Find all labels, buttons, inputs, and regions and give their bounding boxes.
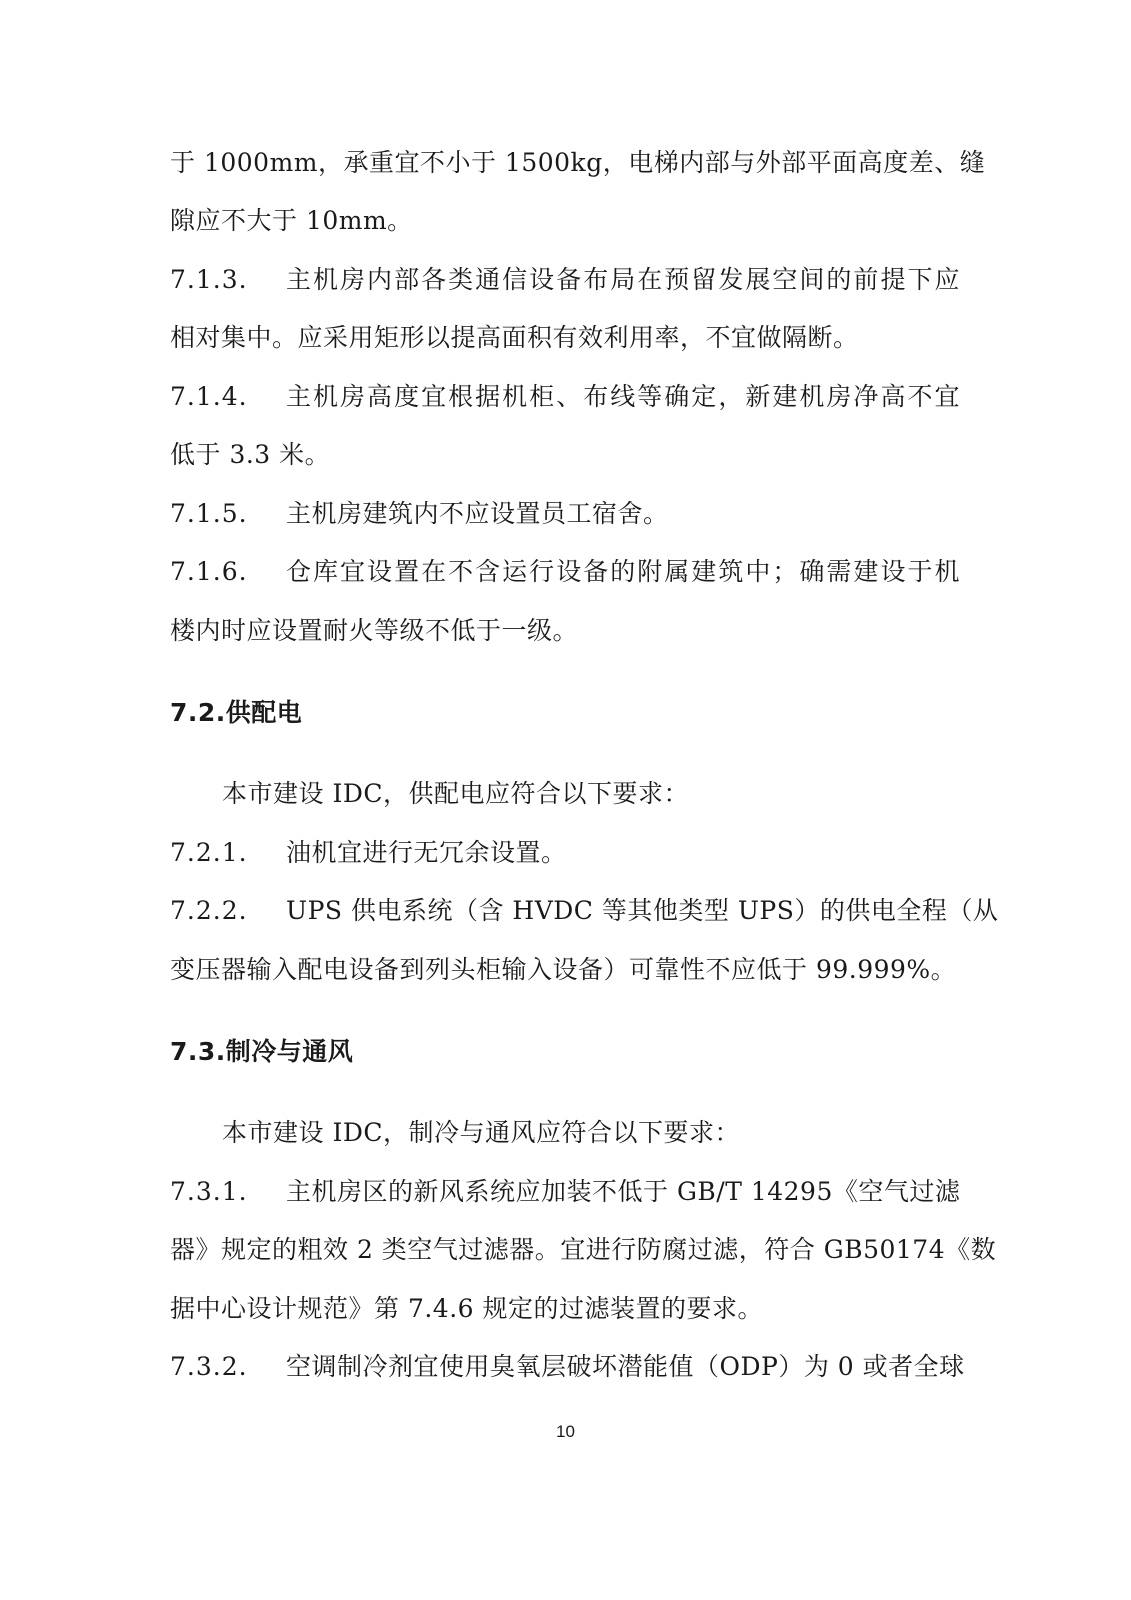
- clause-number: 7.2.2.: [170, 896, 248, 925]
- section-intro-7-3: 本市建设 IDC，制冷与通风应符合以下要求：: [222, 1118, 740, 1147]
- section-heading-7-2: 7.2.供配电: [170, 698, 303, 727]
- clause-text: 仓库宜设置在不含运行设备的附属建筑中；确需建设于机: [286, 557, 960, 586]
- clause-text: 主机房内部各类通信设备布局在预留发展空间的前提下应: [286, 265, 960, 294]
- paragraph-continuation-line-2: 隙应不大于 10mm。: [170, 206, 413, 235]
- clause-7-1-3-continuation: 相对集中。应采用矩形以提高面积有效利用率，不宜做隔断。: [170, 323, 859, 352]
- clause-text: 主机房建筑内不应设置员工宿舍。: [286, 499, 669, 528]
- clause-number: 7.3.2.: [170, 1352, 248, 1381]
- clause-7-1-6-continuation: 楼内时应设置耐火等级不低于一级。: [170, 616, 579, 645]
- section-heading-7-3: 7.3.制冷与通风: [170, 1037, 354, 1066]
- clause-text: UPS 供电系统（含 HVDC 等其他类型 UPS）的供电全程（从: [286, 896, 999, 925]
- clause-number: 7.1.4.: [170, 382, 248, 411]
- page-number: 10: [556, 1422, 575, 1441]
- clause-text: 空调制冷剂宜使用臭氧层破坏潜能值（ODP）为 0 或者全球: [286, 1352, 965, 1381]
- clause-number: 7.1.3.: [170, 265, 248, 294]
- clause-7-3-1-continuation-1: 器》规定的粗效 2 类空气过滤器。宜进行防腐过滤，符合 GB50174《数: [170, 1235, 997, 1264]
- paragraph-continuation-line-1: 于 1000mm，承重宜不小于 1500kg，电梯内部与外部平面高度差、缝: [170, 148, 986, 177]
- clause-text: 主机房区的新风系统应加装不低于 GB/T 14295《空气过滤: [286, 1177, 961, 1206]
- clause-text: 主机房高度宜根据机柜、布线等确定，新建机房净高不宜: [286, 382, 960, 411]
- clause-number: 7.3.1.: [170, 1177, 248, 1206]
- clause-7-2-2-continuation: 变压器输入配电设备到列头柜输入设备）可靠性不应低于 99.999%。: [170, 955, 957, 984]
- clause-7-3-1-continuation-2: 据中心设计规范》第 7.4.6 规定的过滤装置的要求。: [170, 1294, 764, 1323]
- clause-number: 7.1.6.: [170, 557, 248, 586]
- clause-7-1-4-continuation: 低于 3.3 米。: [170, 440, 331, 469]
- clause-number: 7.1.5.: [170, 499, 248, 528]
- section-intro-7-2: 本市建设 IDC，供配电应符合以下要求：: [222, 779, 689, 808]
- clause-number: 7.2.1.: [170, 838, 248, 867]
- clause-text: 油机宜进行无冗余设置。: [286, 838, 567, 867]
